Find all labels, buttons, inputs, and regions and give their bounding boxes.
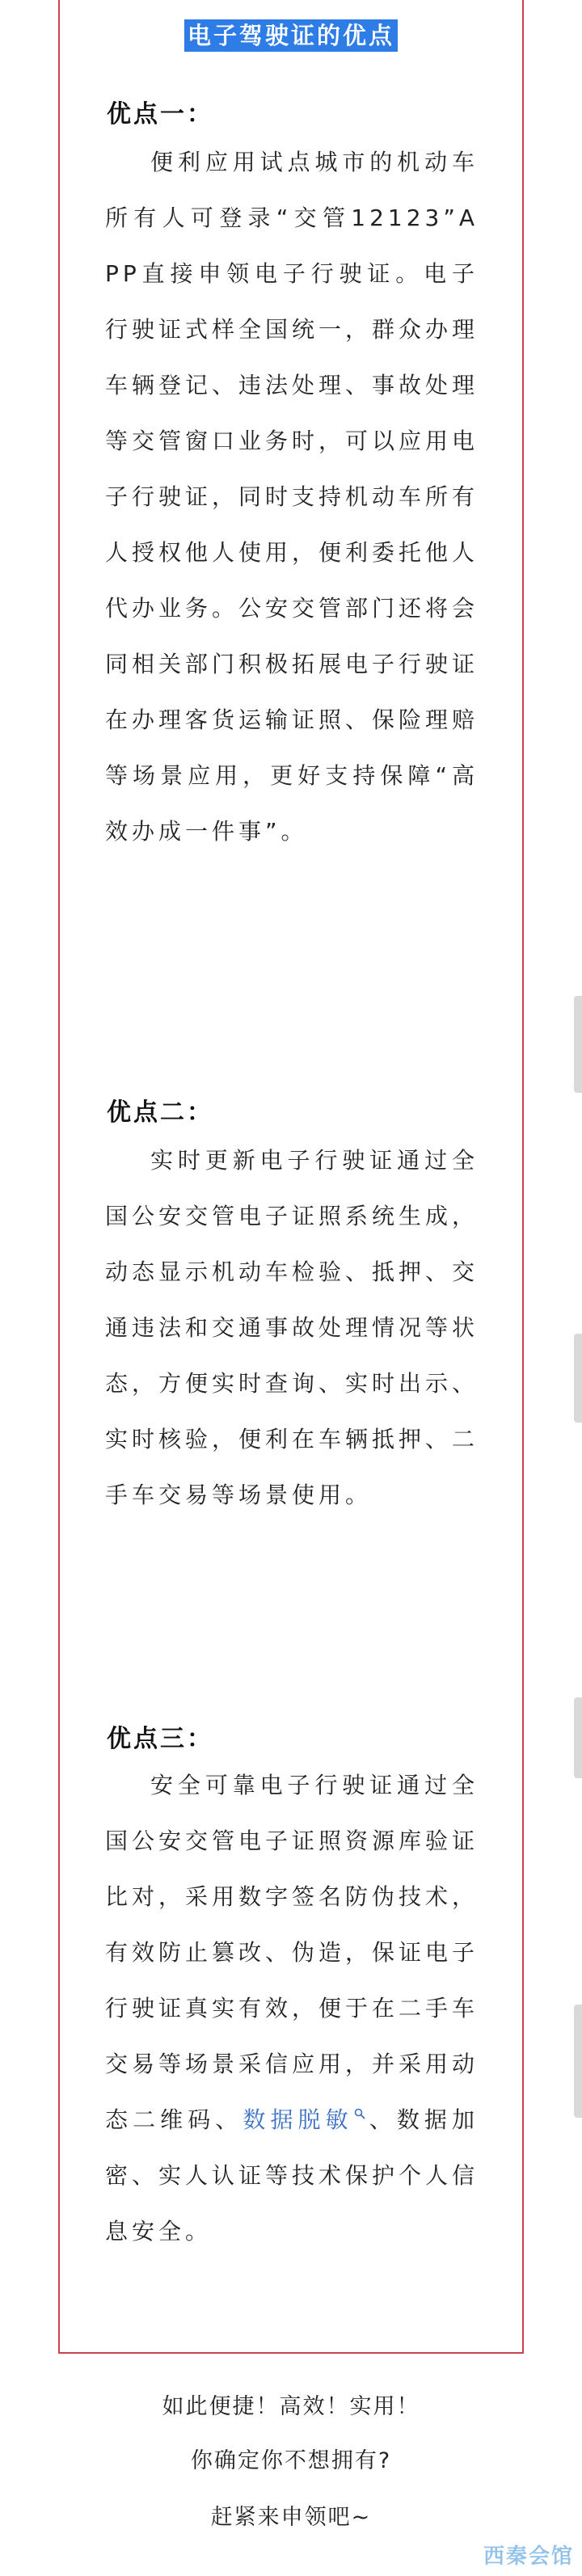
section-3-text-before: 安全可靠电子行驶证通过全国公安交管电子证照资源库验证比对，采用数字签名防伪技术，有效防止篡改、伪造，保证电子行驶证真实有效，便于在二手车交易等场景采信应用，并采用动态二维码、 — [105, 1772, 479, 2133]
page-title: 电子驾驶证的优点 — [184, 19, 398, 52]
scroll-marker — [574, 2005, 582, 2118]
scroll-marker — [574, 996, 582, 1093]
watermark-logo: 西秦会馆 — [483, 2544, 574, 2569]
section-3-text-after: 、数据加密、实人认证等技术保护个人信息安全。 — [105, 2106, 479, 2245]
scroll-marker — [574, 1334, 582, 1423]
content-card — [58, 0, 524, 2354]
closing-line-2: 你确定你不想拥有? — [190, 2448, 392, 2473]
section-1-text: 便利应用试点城市的机动车所有人可登录“交管12123”APP直接申领电子行驶证。电子行驶证式样全国统一，群众办理车辆登记、违法处理、事故处理等交管窗口业务时，可以应用电子行驶证，同时支持机动车所有人授权他人使用，便利委托他人代办业务。公安交管部门还将会同相关部门积极拓展电子行驶证在办理客货运输证照、保险理赔等场景应用，更好支持保障“高效办成一件事”。 — [105, 149, 479, 845]
section-1-heading: 优点一： — [107, 100, 213, 129]
closing-line-3: 赶紧来申领吧~ — [210, 2505, 372, 2530]
title-wrap — [60, 19, 522, 52]
closing-line-1: 如此便捷！高效！实用！ — [162, 2394, 420, 2419]
section-2-text: 实时更新电子行驶证通过全国公安交管电子证照系统生成，动态显示机动车检验、抵押、交通违法和交通事故处理情况等状态，方便实时查询、实时出示、实时核验，便利在车辆抵押、二手车交易等场景使用。 — [105, 1147, 479, 1508]
section-2-heading: 优点二： — [107, 1098, 213, 1127]
section-3-heading: 优点三： — [107, 1725, 213, 1753]
scroll-marker — [574, 1697, 582, 1778]
search-icon[interactable] — [354, 2108, 365, 2119]
data-masking-link[interactable]: 数据脱敏 — [242, 2106, 353, 2133]
section-3-text — [105, 1757, 479, 2259]
